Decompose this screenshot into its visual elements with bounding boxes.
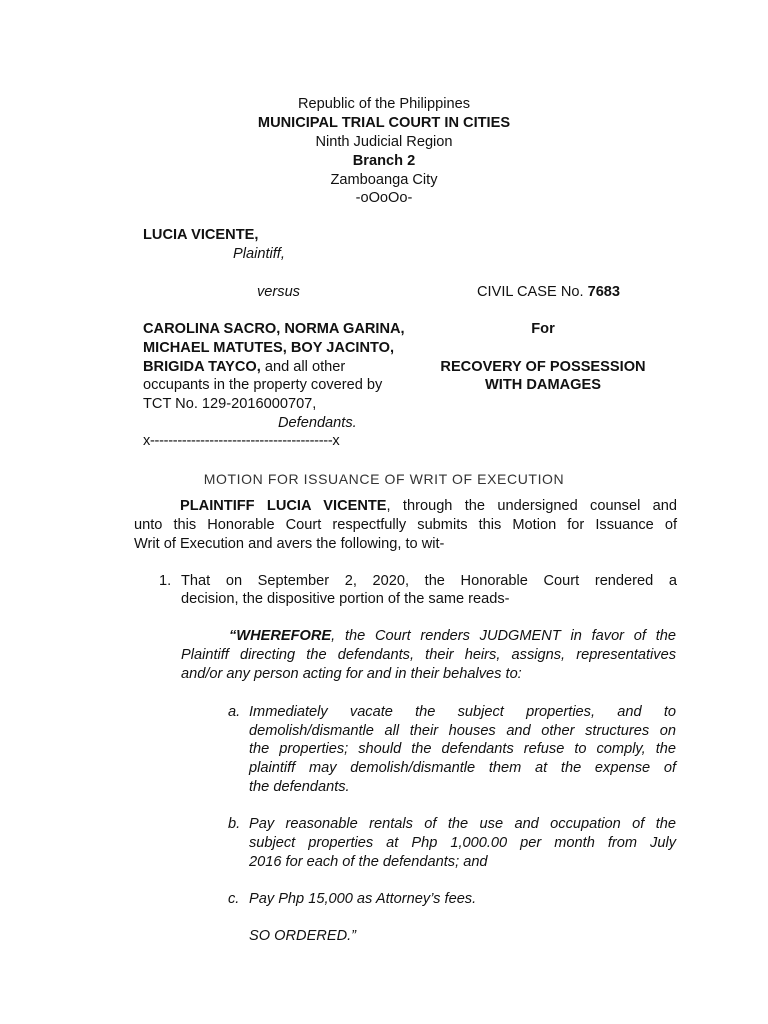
item-1-line-1: That on September 2, 2020, the Honorable Court rendered a (181, 573, 677, 589)
defendants-line-2: MICHAEL MATUTES, BOY JACINTO, (143, 340, 395, 356)
case-no-value: 7683 (587, 284, 621, 300)
nature-line-1: RECOVERY OF POSSESSION (440, 359, 646, 375)
defendants-line-3 (143, 358, 345, 377)
document-title: MOTION FOR ISSUANCE OF WRIT OF EXECUTION (203, 471, 565, 487)
case-label: CIVIL CASE (477, 284, 561, 300)
order-c-letter: c. (228, 891, 240, 907)
quote-line-2: Plaintiff directing the defendants, their heirs, assigns, representatives (181, 647, 676, 663)
quote-line-1 (229, 627, 676, 646)
order-a-line: demolish/dismantle all their houses and other structures on (249, 723, 676, 739)
order-a-line: Immediately vacate the subject properties, and to (249, 704, 676, 720)
order-b-line: Pay reasonable rentals of the use and occupation of the (249, 816, 676, 832)
order-a-line: plaintiff may demolish/dismantle them at the expense of (249, 760, 676, 776)
intro-plaintiff: PLAINTIFF LUCIA VICENTE (180, 498, 387, 514)
order-b-line: subject properties at Php 1,000.00 per month from July (249, 835, 676, 851)
order-a-line: the properties; should the defendants refuse to comply, the (249, 741, 676, 757)
order-b-letter: b. (228, 816, 241, 832)
intro-line-3: Writ of Execution and avers the following, to wit- (134, 536, 445, 552)
caption-divider: x----------------------------------------x (143, 433, 340, 449)
header-ornament: -oOoOo- (355, 190, 413, 206)
quote-line-3: and/or any person acting for and in their behalves to: (181, 666, 522, 682)
defendant-tayco: BRIGIDA TAYCO, (143, 359, 261, 375)
so-ordered: SO ORDERED.” (249, 928, 357, 944)
order-a-letter: a. (228, 704, 241, 720)
header-republic: Republic of the Philippines (298, 96, 470, 112)
case-number (477, 283, 620, 302)
header-court: MUNICIPAL TRIAL COURT IN CITIES (257, 115, 511, 131)
versus-label: versus (257, 284, 300, 300)
plaintiff-name: LUCIA VICENTE, (143, 227, 259, 243)
intro-line-1 (180, 497, 677, 516)
header-city: Zamboanga City (330, 172, 438, 188)
intro-line-2: unto this Honorable Court respectfully submits this Motion for Issuance of (134, 517, 677, 533)
defendants-line-5: TCT No. 129-2016000707, (143, 396, 317, 412)
quote-line-1-rest: , the Court renders JUDGMENT in favor of the (331, 628, 676, 644)
header-branch: Branch 2 (352, 153, 416, 169)
header-region: Ninth Judicial Region (315, 134, 453, 150)
order-b-line: 2016 for each of the defendants; and (249, 854, 488, 870)
defendants-line-1: CAROLINA SACRO, NORMA GARINA, (143, 321, 405, 337)
item-1-line-2: decision, the dispositive portion of the same reads- (181, 591, 510, 607)
defendants-line-3-rest: and all other (260, 359, 346, 375)
case-no-label: No. (560, 284, 588, 300)
order-c-line: Pay Php 15,000 as Attorney’s fees. (249, 891, 477, 907)
for-label: For (531, 321, 555, 337)
quote-wherefore: “WHEREFORE (229, 628, 332, 644)
defendants-role: Defendants. (278, 415, 357, 431)
nature-line-2: WITH DAMAGES (485, 377, 601, 393)
intro-line-1-rest: , through the undersigned counsel and (386, 498, 678, 514)
item-1-number: 1. (159, 573, 172, 589)
plaintiff-role: Plaintiff, (233, 246, 285, 262)
defendants-line-4: occupants in the property covered by (143, 377, 383, 393)
order-a-line: the defendants. (249, 779, 350, 795)
